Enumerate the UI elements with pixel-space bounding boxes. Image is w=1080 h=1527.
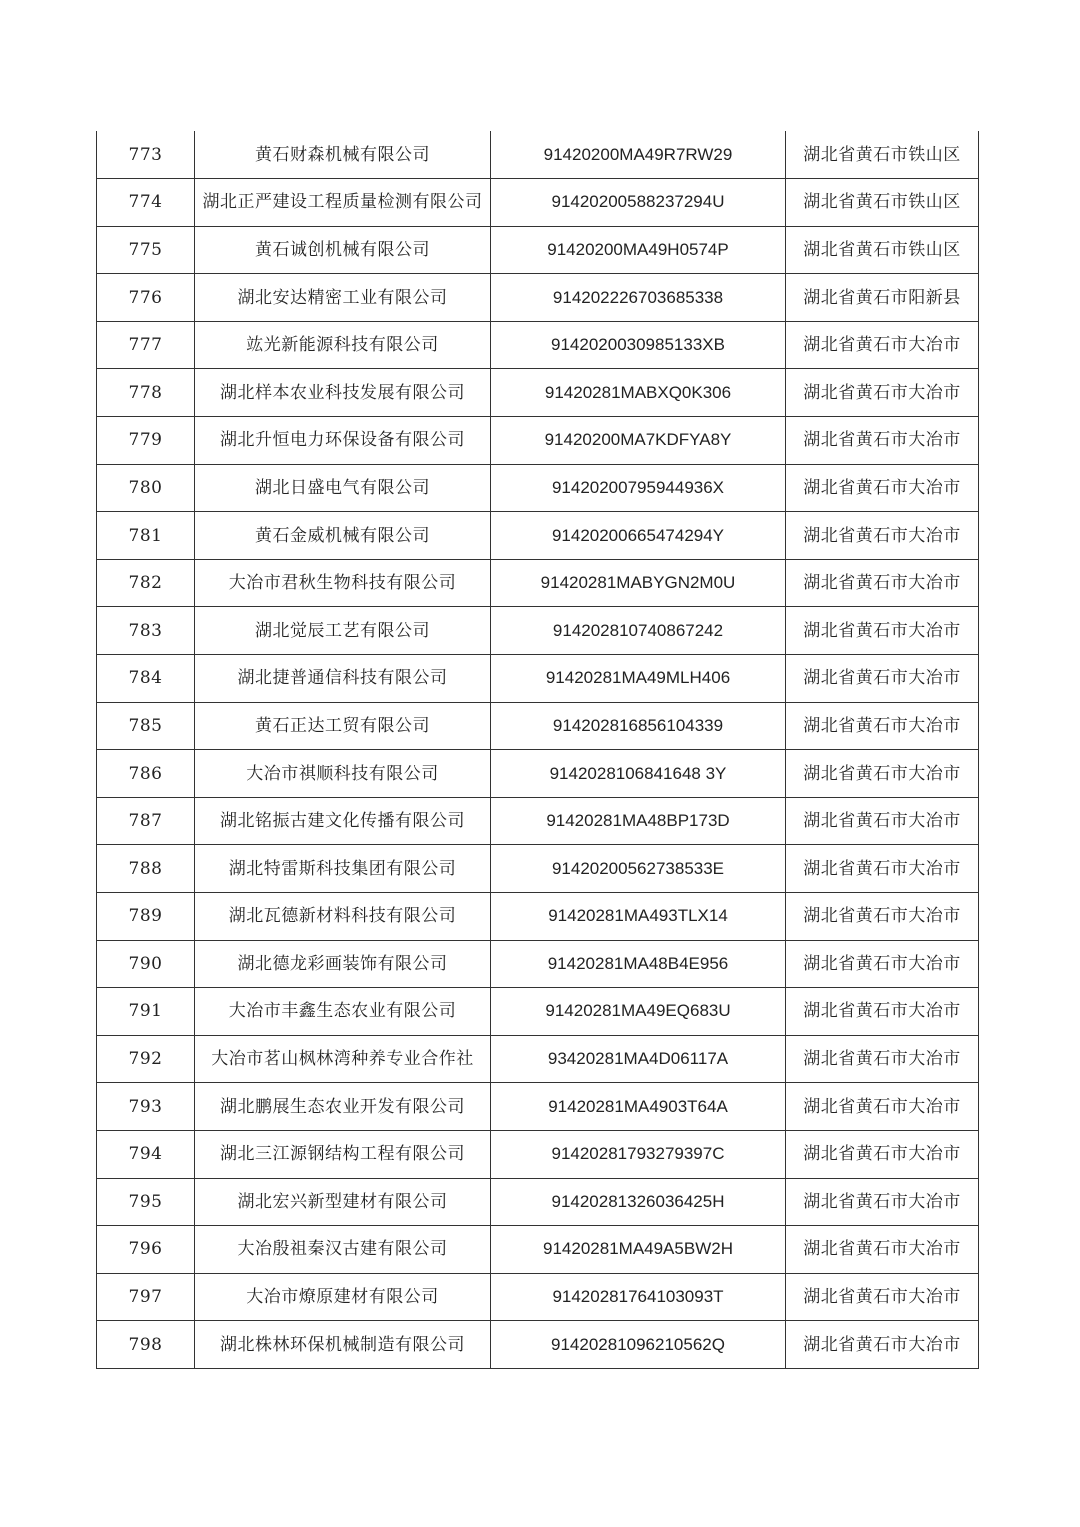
- company-name: 湖北株林环保机械制造有限公司: [195, 1321, 491, 1369]
- credit-code: 91420200MA7KDFYA8Y: [491, 417, 786, 465]
- row-number: 796: [97, 1226, 195, 1274]
- company-address: 湖北省黄石市大冶市: [786, 1178, 979, 1226]
- row-number: 778: [97, 369, 195, 417]
- company-name: 湖北安达精密工业有限公司: [195, 274, 491, 322]
- company-name: 黄石正达工贸有限公司: [195, 702, 491, 750]
- table-row: [97, 1226, 979, 1274]
- table-row: [97, 559, 979, 607]
- table-row: [97, 274, 979, 322]
- company-address: 湖北省黄石市大冶市: [786, 1083, 979, 1131]
- company-table: [96, 131, 979, 1369]
- company-address: 湖北省黄石市大冶市: [786, 655, 979, 703]
- company-address: 湖北省黄石市大冶市: [786, 321, 979, 369]
- credit-code: 914202226703685338: [491, 274, 786, 322]
- row-number: 785: [97, 702, 195, 750]
- table-row: [97, 1273, 979, 1321]
- company-address: 湖北省黄石市大冶市: [786, 797, 979, 845]
- company-address: 湖北省黄石市大冶市: [786, 512, 979, 560]
- row-number: 783: [97, 607, 195, 655]
- credit-code: 91420200795944936X: [491, 464, 786, 512]
- table-row: [97, 940, 979, 988]
- row-number: 791: [97, 988, 195, 1036]
- credit-code: 91420200665474294Y: [491, 512, 786, 560]
- credit-code: 91420281MA49EQ683U: [491, 988, 786, 1036]
- company-name: 湖北样本农业科技发展有限公司: [195, 369, 491, 417]
- table-row: [97, 1083, 979, 1131]
- company-address: 湖北省黄石市大冶市: [786, 369, 979, 417]
- company-name: 湖北铭振古建文化传播有限公司: [195, 797, 491, 845]
- row-number: 795: [97, 1178, 195, 1226]
- table-row: [97, 226, 979, 274]
- row-number: 775: [97, 226, 195, 274]
- table-row: [97, 1321, 979, 1369]
- row-number: 773: [97, 131, 195, 179]
- row-number: 790: [97, 940, 195, 988]
- row-number: 777: [97, 321, 195, 369]
- company-name: 竑光新能源科技有限公司: [195, 321, 491, 369]
- company-address: 湖北省黄石市大冶市: [786, 1273, 979, 1321]
- table-row: [97, 893, 979, 941]
- credit-code: 91420281793279397C: [491, 1130, 786, 1178]
- credit-code: 91420281MABXQ0K306: [491, 369, 786, 417]
- company-address: 湖北省黄石市大冶市: [786, 1226, 979, 1274]
- company-address: 湖北省黄石市大冶市: [786, 702, 979, 750]
- table-row: [97, 321, 979, 369]
- company-address: 湖北省黄石市大冶市: [786, 559, 979, 607]
- credit-code: 91420281MA4903T64A: [491, 1083, 786, 1131]
- row-number: 798: [97, 1321, 195, 1369]
- company-name: 湖北宏兴新型建材有限公司: [195, 1178, 491, 1226]
- company-name: 大冶市茗山枫林湾种养专业合作社: [195, 1035, 491, 1083]
- company-name: 黄石财森机械有限公司: [195, 131, 491, 179]
- row-number: 781: [97, 512, 195, 560]
- table-row: [97, 845, 979, 893]
- company-name: 湖北觉辰工艺有限公司: [195, 607, 491, 655]
- company-address: 湖北省黄石市大冶市: [786, 845, 979, 893]
- credit-code: 91420200562738533E: [491, 845, 786, 893]
- company-address: 湖北省黄石市大冶市: [786, 1130, 979, 1178]
- credit-code: 91420281MA493TLX14: [491, 893, 786, 941]
- company-address: 湖北省黄石市铁山区: [786, 131, 979, 179]
- company-address: 湖北省黄石市大冶市: [786, 1035, 979, 1083]
- credit-code: 91420281MA48B4E956: [491, 940, 786, 988]
- company-name: 大冶市君秋生物科技有限公司: [195, 559, 491, 607]
- company-name: 黄石诚创机械有限公司: [195, 226, 491, 274]
- table-row: [97, 179, 979, 227]
- table-row: [97, 369, 979, 417]
- company-address: 湖北省黄石市大冶市: [786, 464, 979, 512]
- credit-code: 91420281MA49MLH406: [491, 655, 786, 703]
- company-name: 大冶市丰鑫生态农业有限公司: [195, 988, 491, 1036]
- table-row: [97, 702, 979, 750]
- credit-code: 9142028106841648 3Y: [491, 750, 786, 798]
- credit-code: 91420200MA49R7RW29: [491, 131, 786, 179]
- credit-code: 91420281MA49A5BW2H: [491, 1226, 786, 1274]
- row-number: 787: [97, 797, 195, 845]
- table-row: [97, 512, 979, 560]
- credit-code: 914202810740867242: [491, 607, 786, 655]
- company-address: 湖北省黄石市铁山区: [786, 226, 979, 274]
- company-address: 湖北省黄石市大冶市: [786, 607, 979, 655]
- company-address: 湖北省黄石市铁山区: [786, 179, 979, 227]
- row-number: 774: [97, 179, 195, 227]
- table-row: [97, 750, 979, 798]
- table-row: [97, 797, 979, 845]
- company-name: 湖北特雷斯科技集团有限公司: [195, 845, 491, 893]
- table-row: [97, 988, 979, 1036]
- company-name: 黄石金威机械有限公司: [195, 512, 491, 560]
- table-row: [97, 1035, 979, 1083]
- company-name: 湖北鹏展生态农业开发有限公司: [195, 1083, 491, 1131]
- row-number: 794: [97, 1130, 195, 1178]
- company-address: 湖北省黄石市大冶市: [786, 940, 979, 988]
- company-address: 湖北省黄石市大冶市: [786, 750, 979, 798]
- credit-code: 91420281096210562Q: [491, 1321, 786, 1369]
- company-name: 湖北日盛电气有限公司: [195, 464, 491, 512]
- row-number: 788: [97, 845, 195, 893]
- row-number: 789: [97, 893, 195, 941]
- row-number: 792: [97, 1035, 195, 1083]
- company-name: 湖北瓦德新材料科技有限公司: [195, 893, 491, 941]
- credit-code: 91420281326036425H: [491, 1178, 786, 1226]
- credit-code: 91420281MA48BP173D: [491, 797, 786, 845]
- credit-code: 91420281MABYGN2M0U: [491, 559, 786, 607]
- row-number: 779: [97, 417, 195, 465]
- company-name: 湖北德龙彩画装饰有限公司: [195, 940, 491, 988]
- table-body: [97, 131, 979, 1368]
- credit-code: 91420200588237294U: [491, 179, 786, 227]
- company-address: 湖北省黄石市大冶市: [786, 988, 979, 1036]
- company-name: 大冶市祺顺科技有限公司: [195, 750, 491, 798]
- credit-code: 91420200MA49H0574P: [491, 226, 786, 274]
- credit-code: 91420281764103093T: [491, 1273, 786, 1321]
- company-name: 湖北正严建设工程质量检测有限公司: [195, 179, 491, 227]
- row-number: 780: [97, 464, 195, 512]
- company-address: 湖北省黄石市大冶市: [786, 1321, 979, 1369]
- row-number: 782: [97, 559, 195, 607]
- company-address: 湖北省黄石市阳新县: [786, 274, 979, 322]
- table-row: [97, 417, 979, 465]
- row-number: 786: [97, 750, 195, 798]
- credit-code: 93420281MA4D06117A: [491, 1035, 786, 1083]
- row-number: 784: [97, 655, 195, 703]
- table-row: [97, 607, 979, 655]
- company-name: 湖北三江源钢结构工程有限公司: [195, 1130, 491, 1178]
- credit-code: 9142020030985133XB: [491, 321, 786, 369]
- company-name: 湖北捷普通信科技有限公司: [195, 655, 491, 703]
- table-row: [97, 131, 979, 179]
- credit-code: 914202816856104339: [491, 702, 786, 750]
- table-row: [97, 1130, 979, 1178]
- row-number: 793: [97, 1083, 195, 1131]
- company-address: 湖北省黄石市大冶市: [786, 417, 979, 465]
- row-number: 797: [97, 1273, 195, 1321]
- table-row: [97, 1178, 979, 1226]
- company-name: 大冶殷祖秦汉古建有限公司: [195, 1226, 491, 1274]
- company-name: 湖北升恒电力环保设备有限公司: [195, 417, 491, 465]
- company-name: 大冶市燎原建材有限公司: [195, 1273, 491, 1321]
- company-address: 湖北省黄石市大冶市: [786, 893, 979, 941]
- row-number: 776: [97, 274, 195, 322]
- table-row: [97, 464, 979, 512]
- table-row: [97, 655, 979, 703]
